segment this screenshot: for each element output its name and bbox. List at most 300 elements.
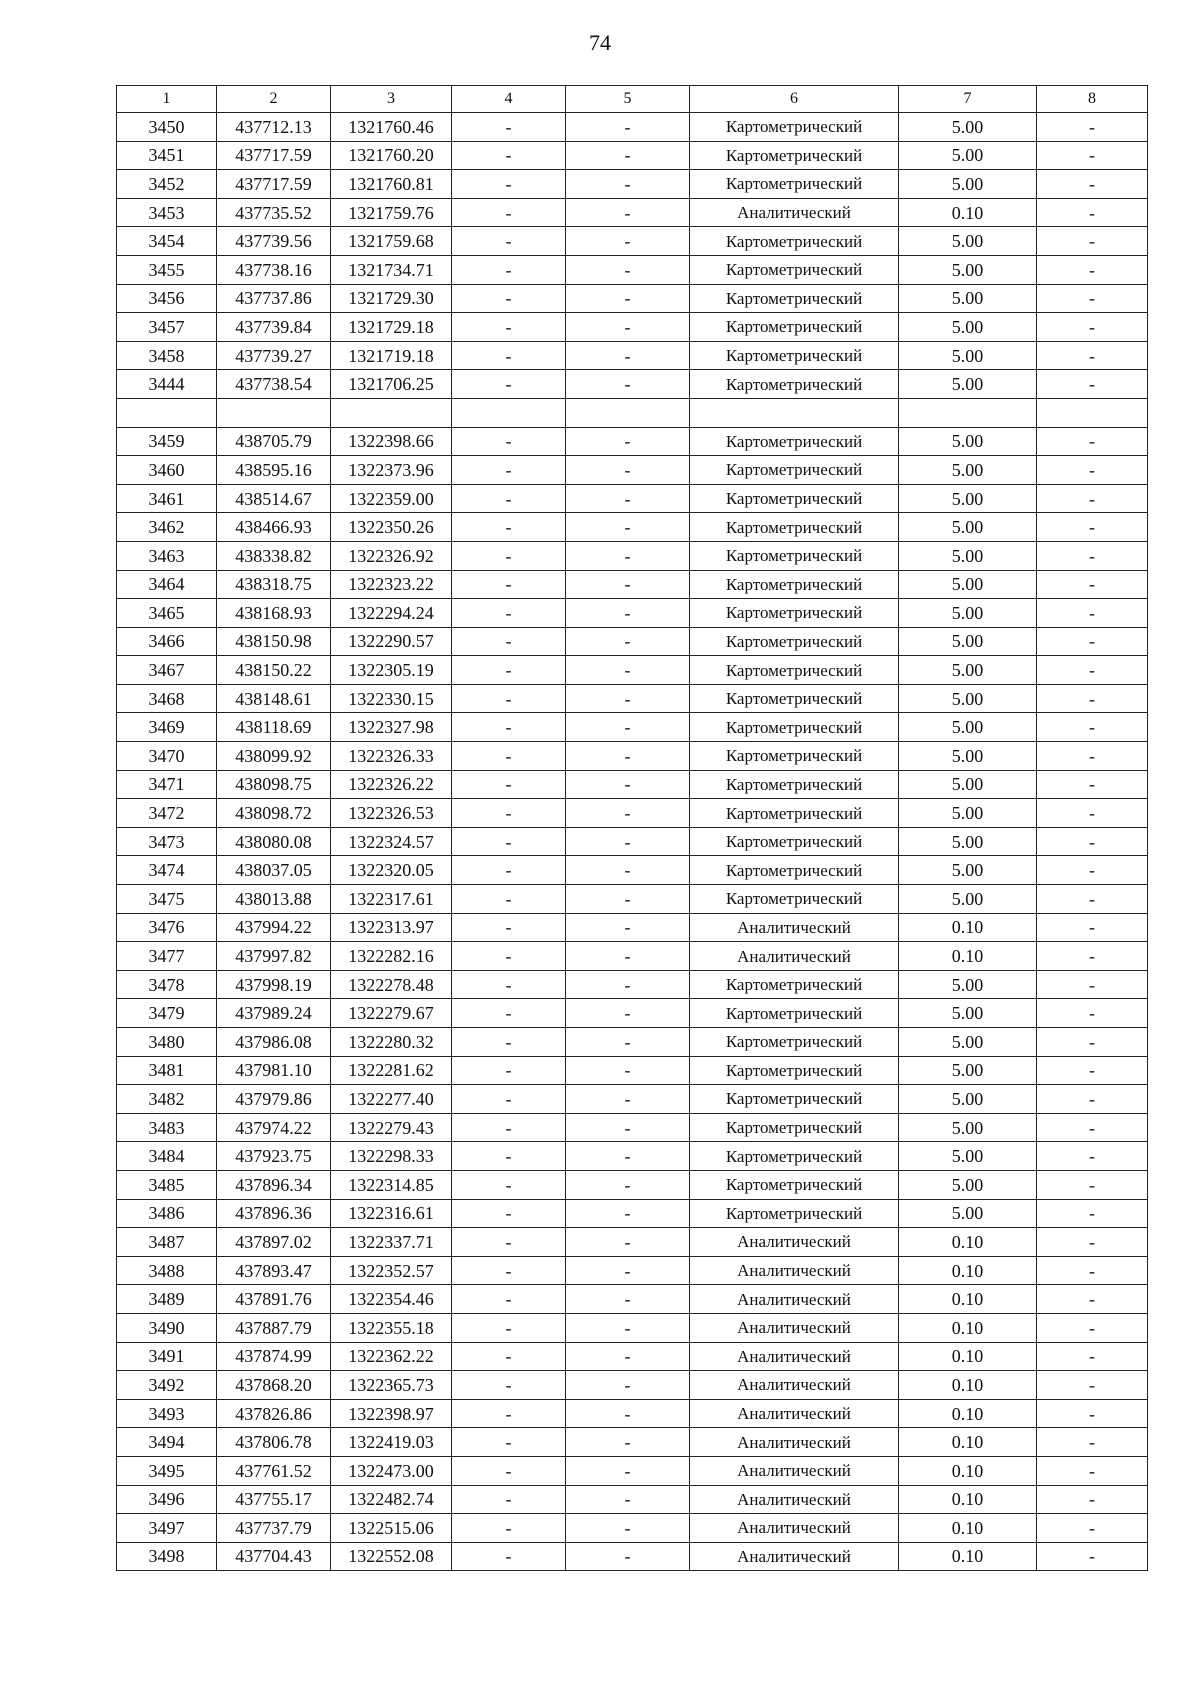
table-cell-col-5: -: [566, 1113, 690, 1142]
table-row: [117, 1542, 1148, 1571]
table-cell-col-4: -: [452, 1142, 566, 1171]
table-cell-col-1: 3467: [117, 656, 217, 685]
table-cell-col-3: 1322473.00: [331, 1456, 452, 1485]
table-cell-col-4: [452, 398, 566, 427]
table-row: [117, 484, 1148, 513]
table-cell-col-6: Картометрический: [690, 1142, 899, 1171]
table-cell-col-6: Аналитический: [690, 1542, 899, 1571]
table-cell-col-3: 1322419.03: [331, 1428, 452, 1457]
table-cell-col-1: 3490: [117, 1313, 217, 1342]
table-cell-col-4: -: [452, 427, 566, 456]
table-cell-col-2: 437806.78: [217, 1428, 331, 1457]
table-cell-col-1: 3469: [117, 713, 217, 742]
table-cell-col-3: 1321734.71: [331, 255, 452, 284]
table-cell-col-6: Картометрический: [690, 627, 899, 656]
table-row: [117, 999, 1148, 1028]
table-cell-col-2: 438118.69: [217, 713, 331, 742]
table-cell-col-4: -: [452, 513, 566, 542]
table-row: [117, 198, 1148, 227]
table-cell-col-3: 1321759.68: [331, 227, 452, 256]
table-cell-col-1: 3481: [117, 1056, 217, 1085]
table-cell-col-7: 5.00: [899, 1170, 1037, 1199]
table-cell-col-3: 1322326.53: [331, 799, 452, 828]
table-cell-col-1: 3496: [117, 1485, 217, 1514]
table-cell-col-4: -: [452, 456, 566, 485]
table-row: [117, 370, 1148, 399]
table-cell-col-1: 3474: [117, 856, 217, 885]
table-cell-col-8: -: [1037, 799, 1148, 828]
table-cell-col-5: -: [566, 313, 690, 342]
table-cell-col-4: -: [452, 656, 566, 685]
table-cell-col-3: 1321760.20: [331, 141, 452, 170]
table-cell-col-2: 437893.47: [217, 1256, 331, 1285]
table-cell-col-3: 1322362.22: [331, 1342, 452, 1371]
table-row: [117, 1256, 1148, 1285]
table-cell-col-1: 3482: [117, 1085, 217, 1114]
table-cell-col-3: 1322282.16: [331, 942, 452, 971]
table-cell-col-5: -: [566, 284, 690, 313]
table-cell-col-6: Аналитический: [690, 913, 899, 942]
table-cell-col-1: 3498: [117, 1542, 217, 1571]
table-cell-col-5: -: [566, 255, 690, 284]
table-cell-col-4: -: [452, 627, 566, 656]
table-cell-col-6: Картометрический: [690, 255, 899, 284]
table-row: [117, 1199, 1148, 1228]
table-row: [117, 599, 1148, 628]
table-cell-col-2: 437997.82: [217, 942, 331, 971]
table-row: [117, 313, 1148, 342]
table-cell-col-7: 0.10: [899, 1542, 1037, 1571]
table-cell-col-7: 0.10: [899, 1285, 1037, 1314]
table-cell-col-7: 5.00: [899, 799, 1037, 828]
table-cell-col-5: -: [566, 999, 690, 1028]
table-cell-col-1: 3454: [117, 227, 217, 256]
table-row: [117, 713, 1148, 742]
table-cell-col-1: 3473: [117, 827, 217, 856]
table-cell-col-2: 437738.16: [217, 255, 331, 284]
table-cell-col-4: -: [452, 1170, 566, 1199]
table-cell-col-6: Картометрический: [690, 1170, 899, 1199]
table-cell-col-4: -: [452, 742, 566, 771]
table-cell-col-7: 5.00: [899, 141, 1037, 170]
table-row: [117, 1028, 1148, 1057]
table-row: [117, 742, 1148, 771]
table-row: [117, 827, 1148, 856]
table-cell-col-8: -: [1037, 1542, 1148, 1571]
table-cell-col-2: 437717.59: [217, 141, 331, 170]
table-row: [117, 1514, 1148, 1543]
table-row: [117, 970, 1148, 999]
table-row: [117, 427, 1148, 456]
table-cell-col-5: -: [566, 1142, 690, 1171]
table-cell-col-4: -: [452, 1456, 566, 1485]
table-cell-col-1: 3492: [117, 1371, 217, 1400]
table-cell-col-7: 0.10: [899, 913, 1037, 942]
table-cell-col-5: -: [566, 1399, 690, 1428]
table-cell-col-1: 3476: [117, 913, 217, 942]
table-cell-col-2: 438318.75: [217, 570, 331, 599]
table-cell-col-6: Аналитический: [690, 1456, 899, 1485]
table-cell-col-1: 3471: [117, 770, 217, 799]
table-row: [117, 627, 1148, 656]
table-cell-col-2: 438514.67: [217, 484, 331, 513]
table-cell-col-6: Аналитический: [690, 942, 899, 971]
table-cell-col-4: -: [452, 1485, 566, 1514]
table-cell-col-4: -: [452, 1256, 566, 1285]
table-cell-col-5: -: [566, 227, 690, 256]
table-cell-col-8: -: [1037, 1028, 1148, 1057]
table-cell-col-2: [217, 398, 331, 427]
table-cell-col-3: 1322279.67: [331, 999, 452, 1028]
table-cell-col-8: -: [1037, 513, 1148, 542]
table-cell-col-2: 437737.79: [217, 1514, 331, 1543]
table-cell-col-2: 437896.34: [217, 1170, 331, 1199]
table-cell-col-4: -: [452, 913, 566, 942]
table-cell-col-4: -: [452, 1342, 566, 1371]
table-cell-col-2: 437761.52: [217, 1456, 331, 1485]
table-cell-col-2: 437979.86: [217, 1085, 331, 1114]
table-cell-col-3: 1321760.46: [331, 113, 452, 142]
table-cell-col-3: 1322281.62: [331, 1056, 452, 1085]
table-cell-col-2: 438099.92: [217, 742, 331, 771]
table-cell-col-5: -: [566, 885, 690, 914]
table-cell-col-5: -: [566, 1542, 690, 1571]
table-cell-col-7: 0.10: [899, 1485, 1037, 1514]
table-body: [117, 113, 1148, 1571]
table-row: [117, 1056, 1148, 1085]
table-cell-col-4: -: [452, 799, 566, 828]
table-cell-col-3: 1322314.85: [331, 1170, 452, 1199]
table-cell-col-4: -: [452, 1371, 566, 1400]
table-cell-col-8: -: [1037, 1199, 1148, 1228]
table-cell-col-5: -: [566, 141, 690, 170]
table-cell-col-6: Картометрический: [690, 1085, 899, 1114]
table-cell-col-1: 3478: [117, 970, 217, 999]
table-cell-col-3: 1321729.18: [331, 313, 452, 342]
table-cell-col-6: Аналитический: [690, 1371, 899, 1400]
table-cell-col-2: 437712.13: [217, 113, 331, 142]
table-cell-col-3: 1322326.92: [331, 541, 452, 570]
table-row: [117, 1142, 1148, 1171]
table-cell-col-8: -: [1037, 370, 1148, 399]
table-cell-col-3: 1322326.22: [331, 770, 452, 799]
table-cell-col-6: Аналитический: [690, 1342, 899, 1371]
table-cell-col-2: 437717.59: [217, 170, 331, 199]
table-cell-col-8: -: [1037, 1399, 1148, 1428]
table-cell-col-8: -: [1037, 198, 1148, 227]
table-cell-col-6: Картометрический: [690, 284, 899, 313]
table-cell-col-2: 437986.08: [217, 1028, 331, 1057]
table-cell-col-4: -: [452, 713, 566, 742]
table-cell-col-7: 5.00: [899, 227, 1037, 256]
table-row: [117, 1170, 1148, 1199]
table-cell-col-1: 3495: [117, 1456, 217, 1485]
table-cell-col-2: 437989.24: [217, 999, 331, 1028]
table-cell-col-5: -: [566, 513, 690, 542]
table-cell-col-5: -: [566, 1170, 690, 1199]
table-cell-col-3: 1322482.74: [331, 1485, 452, 1514]
table-cell-col-3: 1322305.19: [331, 656, 452, 685]
table-cell-col-7: 5.00: [899, 627, 1037, 656]
table-cell-col-1: 3497: [117, 1514, 217, 1543]
table-cell-col-8: -: [1037, 1285, 1148, 1314]
table-cell-col-1: 3464: [117, 570, 217, 599]
table-cell-col-4: -: [452, 113, 566, 142]
table-row: [117, 284, 1148, 313]
table-row: [117, 885, 1148, 914]
table-cell-col-8: -: [1037, 684, 1148, 713]
table-cell-col-7: 0.10: [899, 1514, 1037, 1543]
table-cell-col-3: 1322290.57: [331, 627, 452, 656]
table-header: [117, 86, 1148, 113]
table-cell-col-7: 0.10: [899, 198, 1037, 227]
column-header-7: 7: [899, 86, 1037, 113]
table-row: [117, 1313, 1148, 1342]
table-cell-col-6: Картометрический: [690, 541, 899, 570]
table-cell-col-4: -: [452, 370, 566, 399]
table-cell-col-3: 1322330.15: [331, 684, 452, 713]
table-cell-col-8: -: [1037, 742, 1148, 771]
table-cell-col-8: -: [1037, 113, 1148, 142]
table-cell-col-6: Аналитический: [690, 1428, 899, 1457]
table-cell-col-7: 5.00: [899, 513, 1037, 542]
table-cell-col-5: -: [566, 370, 690, 399]
table-cell-col-6: Картометрический: [690, 742, 899, 771]
table-cell-col-4: -: [452, 1514, 566, 1543]
table-cell-col-3: 1322278.48: [331, 970, 452, 999]
table-row: [117, 341, 1148, 370]
table-cell-col-7: 5.00: [899, 1085, 1037, 1114]
table-cell-col-2: 438148.61: [217, 684, 331, 713]
table-cell-col-4: -: [452, 1085, 566, 1114]
table-cell-col-1: 3452: [117, 170, 217, 199]
table-cell-col-4: -: [452, 1199, 566, 1228]
table-row: [117, 770, 1148, 799]
table-cell-col-3: 1322552.08: [331, 1542, 452, 1571]
table-cell-col-7: 0.10: [899, 1228, 1037, 1257]
table-cell-col-4: -: [452, 570, 566, 599]
table-row: [117, 1085, 1148, 1114]
table-cell-col-6: Картометрический: [690, 713, 899, 742]
table-cell-col-2: 438705.79: [217, 427, 331, 456]
table-cell-col-5: -: [566, 913, 690, 942]
table-row: [117, 570, 1148, 599]
table-cell-col-3: 1322373.96: [331, 456, 452, 485]
table-cell-col-7: 5.00: [899, 970, 1037, 999]
table-cell-col-7: 5.00: [899, 113, 1037, 142]
column-header-3: 3: [331, 86, 452, 113]
table-cell-col-2: 437923.75: [217, 1142, 331, 1171]
table-cell-col-1: 3458: [117, 341, 217, 370]
table-cell-col-8: -: [1037, 1342, 1148, 1371]
table-cell-col-2: 438338.82: [217, 541, 331, 570]
table-cell-col-1: 3494: [117, 1428, 217, 1457]
table-cell-col-4: -: [452, 1428, 566, 1457]
table-cell-col-6: Картометрический: [690, 456, 899, 485]
table-cell-col-6: Картометрический: [690, 313, 899, 342]
table-cell-col-7: 5.00: [899, 856, 1037, 885]
table-cell-col-3: 1322323.22: [331, 570, 452, 599]
table-cell-col-5: -: [566, 827, 690, 856]
table-row: [117, 141, 1148, 170]
table-cell-col-5: -: [566, 1456, 690, 1485]
table-cell-col-2: 438150.98: [217, 627, 331, 656]
table-cell-col-2: 437735.52: [217, 198, 331, 227]
table-cell-col-7: 0.10: [899, 1256, 1037, 1285]
table-cell-col-8: -: [1037, 427, 1148, 456]
table-cell-col-7: 0.10: [899, 1428, 1037, 1457]
table-cell-col-5: -: [566, 627, 690, 656]
table-cell-col-8: -: [1037, 599, 1148, 628]
table-cell-col-6: Картометрический: [690, 656, 899, 685]
table-cell-col-7: 5.00: [899, 284, 1037, 313]
table-cell-col-1: 3491: [117, 1342, 217, 1371]
table-cell-col-3: 1322317.61: [331, 885, 452, 914]
table-cell-col-8: -: [1037, 484, 1148, 513]
table-cell-col-3: 1322365.73: [331, 1371, 452, 1400]
table-cell-col-6: Картометрический: [690, 427, 899, 456]
table-cell-col-1: 3486: [117, 1199, 217, 1228]
table-cell-col-6: Картометрический: [690, 1113, 899, 1142]
table-cell-col-3: [331, 398, 452, 427]
table-row: [117, 227, 1148, 256]
table-cell-col-3: 1322354.46: [331, 1285, 452, 1314]
table-cell-col-6: Картометрический: [690, 170, 899, 199]
table-cell-col-3: 1322277.40: [331, 1085, 452, 1114]
table-cell-col-4: -: [452, 198, 566, 227]
table-cell-col-3: 1321760.81: [331, 170, 452, 199]
column-header-1: 1: [117, 86, 217, 113]
table-row: [117, 456, 1148, 485]
table-cell-col-1: 3444: [117, 370, 217, 399]
table-cell-col-1: 3466: [117, 627, 217, 656]
table-cell-col-2: 437981.10: [217, 1056, 331, 1085]
table-cell-col-7: 0.10: [899, 1371, 1037, 1400]
table-cell-col-5: -: [566, 1342, 690, 1371]
table-cell-col-3: 1321729.30: [331, 284, 452, 313]
table-row: [117, 513, 1148, 542]
table-cell-col-7: 5.00: [899, 656, 1037, 685]
table-cell-col-5: -: [566, 1313, 690, 1342]
table-cell-col-2: 438168.93: [217, 599, 331, 628]
table-cell-col-8: -: [1037, 885, 1148, 914]
table-cell-col-3: 1322324.57: [331, 827, 452, 856]
table-row: [117, 1342, 1148, 1371]
table-cell-col-1: 3479: [117, 999, 217, 1028]
table-cell-col-8: -: [1037, 284, 1148, 313]
table-cell-col-7: 5.00: [899, 770, 1037, 799]
table-cell-col-4: -: [452, 341, 566, 370]
table-cell-col-8: -: [1037, 170, 1148, 199]
table-row: [117, 1456, 1148, 1485]
table-cell-col-5: -: [566, 198, 690, 227]
table-cell-col-1: 3461: [117, 484, 217, 513]
column-header-5: 5: [566, 86, 690, 113]
table-cell-col-2: 437994.22: [217, 913, 331, 942]
table-cell-col-3: 1322337.71: [331, 1228, 452, 1257]
table-cell-col-7: 5.00: [899, 341, 1037, 370]
table-cell-col-8: -: [1037, 1428, 1148, 1457]
table-cell-col-6: Картометрический: [690, 770, 899, 799]
table-cell-col-7: 0.10: [899, 1456, 1037, 1485]
table-cell-col-5: -: [566, 713, 690, 742]
table-cell-col-2: 438037.05: [217, 856, 331, 885]
table-cell-col-1: 3483: [117, 1113, 217, 1142]
table-row: [117, 1113, 1148, 1142]
table-cell-col-6: Картометрический: [690, 141, 899, 170]
table-cell-col-6: Аналитический: [690, 1514, 899, 1543]
table-cell-col-8: -: [1037, 770, 1148, 799]
table-cell-col-5: -: [566, 742, 690, 771]
table-cell-col-3: 1322398.97: [331, 1399, 452, 1428]
table-cell-col-1: 3485: [117, 1170, 217, 1199]
table-cell-col-2: 437868.20: [217, 1371, 331, 1400]
table-cell-col-2: 437739.56: [217, 227, 331, 256]
table-row: [117, 799, 1148, 828]
table-cell-col-4: -: [452, 1113, 566, 1142]
table-cell-col-4: -: [452, 1542, 566, 1571]
table-cell-col-7: 5.00: [899, 742, 1037, 771]
table-cell-col-7: 0.10: [899, 1342, 1037, 1371]
table-cell-col-6: Аналитический: [690, 1485, 899, 1514]
table-cell-col-3: 1322313.97: [331, 913, 452, 942]
table-cell-col-5: -: [566, 484, 690, 513]
table-cell-col-4: -: [452, 770, 566, 799]
table-cell-col-1: 3480: [117, 1028, 217, 1057]
table-row: [117, 255, 1148, 284]
table-cell-col-6: Картометрический: [690, 1028, 899, 1057]
table-row: [117, 856, 1148, 885]
table-cell-col-3: 1322326.33: [331, 742, 452, 771]
table-cell-col-4: -: [452, 1399, 566, 1428]
table-cell-col-1: 3470: [117, 742, 217, 771]
table-cell-col-6: Картометрический: [690, 885, 899, 914]
table-cell-col-1: 3450: [117, 113, 217, 142]
table-cell-col-8: -: [1037, 1142, 1148, 1171]
table-cell-col-6: Картометрический: [690, 341, 899, 370]
table-row: [117, 170, 1148, 199]
column-header-8: 8: [1037, 86, 1148, 113]
table-cell-col-5: -: [566, 1514, 690, 1543]
table-cell-col-8: -: [1037, 570, 1148, 599]
table-cell-col-1: 3459: [117, 427, 217, 456]
table-cell-col-1: 3477: [117, 942, 217, 971]
table-cell-col-6: Картометрический: [690, 513, 899, 542]
table-cell-col-8: -: [1037, 1485, 1148, 1514]
table-cell-col-8: [1037, 398, 1148, 427]
table-cell-col-3: 1322298.33: [331, 1142, 452, 1171]
table-cell-col-2: 437739.27: [217, 341, 331, 370]
table-cell-col-4: -: [452, 170, 566, 199]
table-cell-col-5: -: [566, 799, 690, 828]
table-cell-col-8: -: [1037, 1170, 1148, 1199]
table-cell-col-7: 5.00: [899, 255, 1037, 284]
table-cell-col-8: -: [1037, 856, 1148, 885]
table-cell-col-2: 437897.02: [217, 1228, 331, 1257]
table-cell-col-5: -: [566, 656, 690, 685]
table-cell-col-1: 3456: [117, 284, 217, 313]
table-cell-col-8: -: [1037, 970, 1148, 999]
table-cell-col-5: -: [566, 1199, 690, 1228]
table-cell-col-5: -: [566, 1428, 690, 1457]
table-cell-col-7: 5.00: [899, 370, 1037, 399]
table-cell-col-7: 5.00: [899, 570, 1037, 599]
table-cell-col-6: Картометрический: [690, 227, 899, 256]
table-cell-col-7: 5.00: [899, 1113, 1037, 1142]
table-cell-col-8: -: [1037, 1456, 1148, 1485]
table-row: [117, 113, 1148, 142]
table-cell-col-6: Картометрический: [690, 113, 899, 142]
